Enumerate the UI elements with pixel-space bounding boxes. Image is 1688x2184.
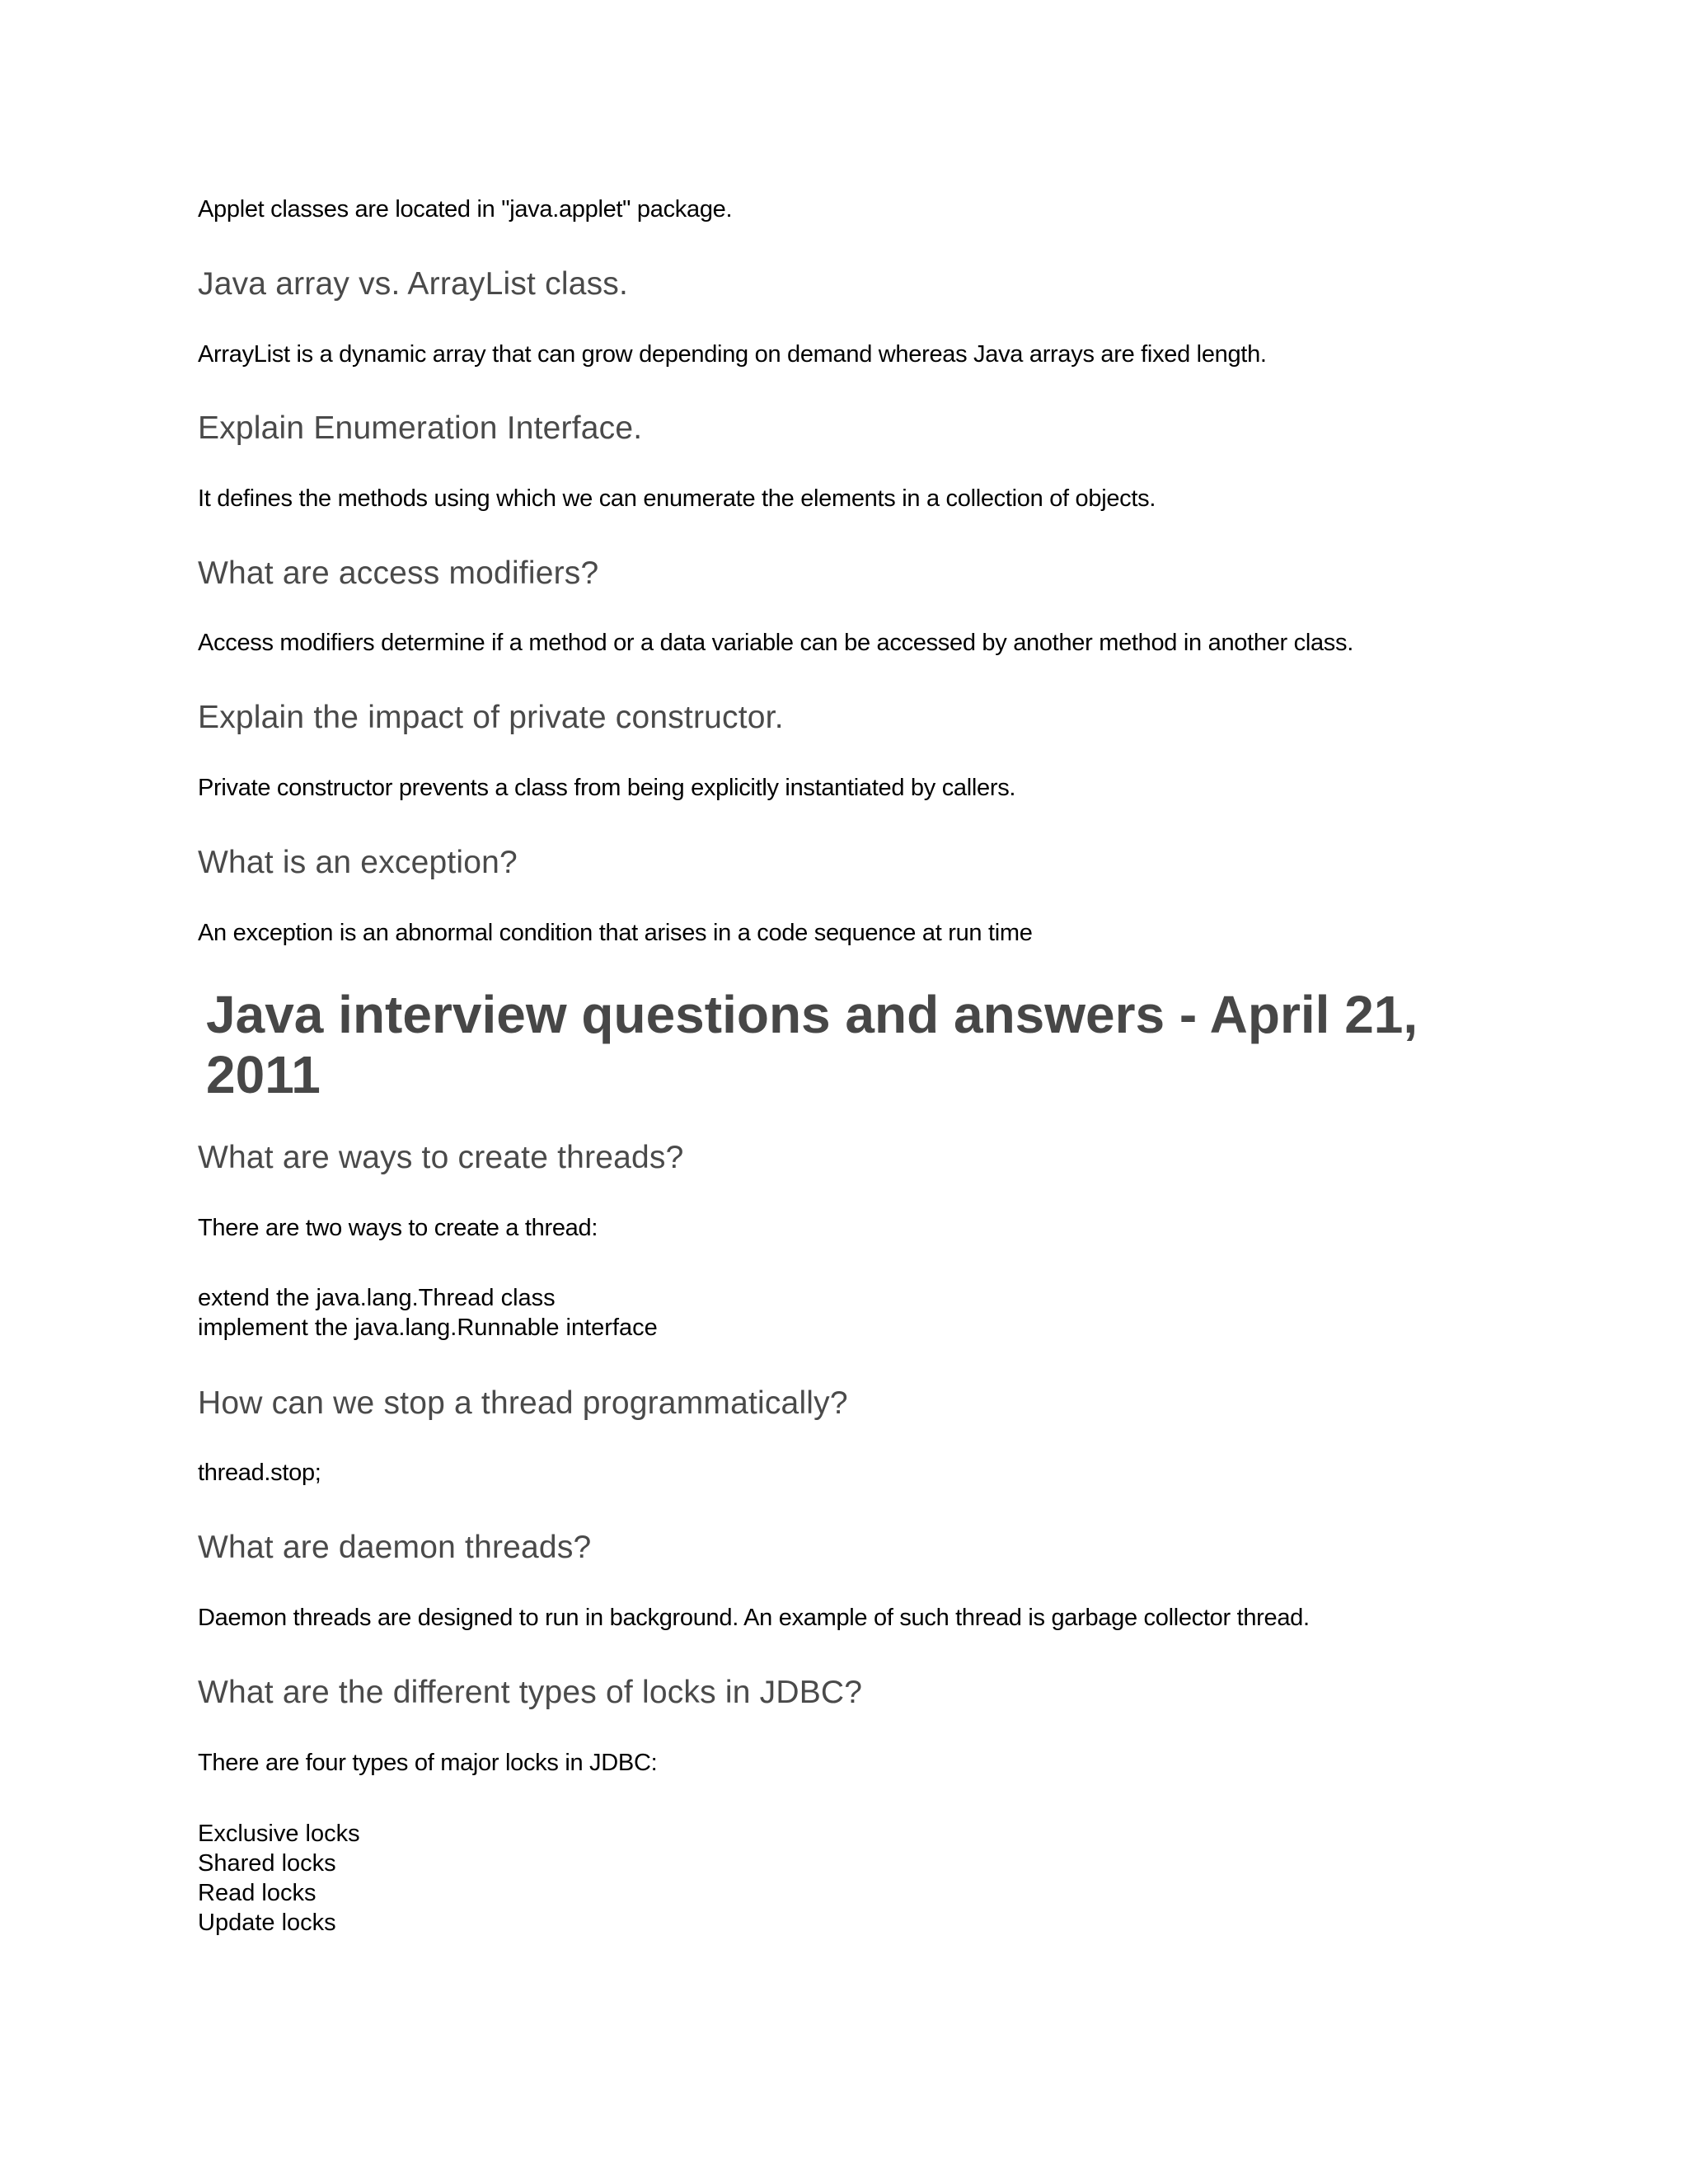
main-heading: Java interview questions and answers - April 21, 2011 [206,985,1418,1104]
list-item: Shared locks [198,1850,336,1877]
intro-line: Applet classes are located in "java.applet" package. [198,196,733,223]
question-enumeration: Explain Enumeration Interface. [198,410,643,446]
question-daemon-threads: What are daemon threads? [198,1530,592,1565]
question-access-modifiers: What are access modifiers? [198,555,599,591]
list-item: Exclusive locks [198,1821,360,1847]
answer-create-threads: There are two ways to create a thread: [198,1215,598,1241]
list-item: implement the java.lang.Runnable interface [198,1315,658,1341]
answer-array-vs-arraylist: ArrayList is a dynamic array that can grow depending on demand whereas Java arrays are fixed length. [198,341,1267,368]
answer-stop-thread: thread.stop; [198,1460,321,1486]
answer-jdbc-locks: There are four types of major locks in JDBC: [198,1750,658,1776]
answer-access-modifiers: Access modifiers determine if a method or a data variable can be accessed by another method in another class. [198,630,1353,656]
answer-exception: An exception is an abnormal condition that arises in a code sequence at run time [198,920,1033,946]
answer-private-constructor: Private constructor prevents a class from being explicitly instantiated by callers. [198,775,1016,801]
question-private-constructor: Explain the impact of private constructor. [198,700,784,735]
question-jdbc-locks: What are the different types of locks in JDBC? [198,1675,863,1710]
list-item: extend the java.lang.Thread class [198,1285,556,1311]
question-create-threads: What are ways to create threads? [198,1140,684,1175]
thread-ways-list [198,1283,658,1343]
question-stop-thread: How can we stop a thread programmatically? [198,1385,848,1421]
list-item: Update locks [198,1910,336,1936]
list-item: Read locks [198,1880,316,1906]
answer-daemon-threads: Daemon threads are designed to run in background. An example of such thread is garbage collector thread. [198,1605,1310,1631]
answer-enumeration: It defines the methods using which we can enumerate the elements in a collection of objects. [198,485,1156,512]
question-exception: What is an exception? [198,845,518,880]
jdbc-locks-list [198,1819,360,1938]
question-array-vs-arraylist: Java array vs. ArrayList class. [198,266,629,302]
